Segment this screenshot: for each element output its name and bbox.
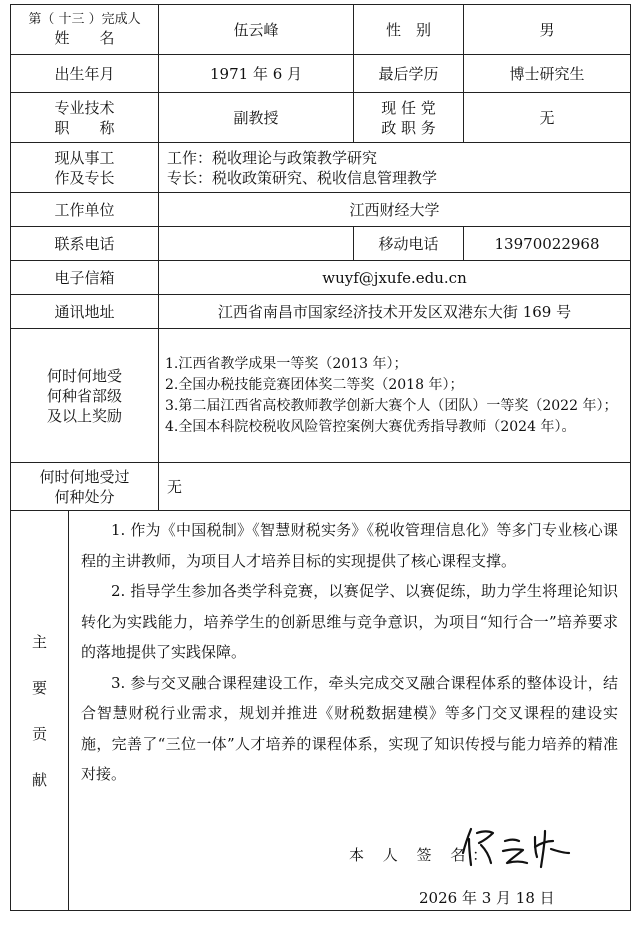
form-page bbox=[10, 4, 630, 910]
work-label-line2: 作及专长 bbox=[54, 168, 115, 187]
work-label-cell bbox=[11, 143, 159, 193]
personnel-form-table bbox=[10, 4, 631, 911]
sign-date: 2026 年 3 月 18 日 bbox=[419, 889, 555, 907]
education-label: 最后学历 bbox=[354, 55, 464, 93]
awards-label-line1: 何时何地受 bbox=[47, 366, 123, 385]
row-phone bbox=[11, 227, 631, 261]
contribution-text bbox=[69, 511, 630, 790]
party-label-line2: 政 职 务 bbox=[381, 118, 436, 137]
punishment-value: 无 bbox=[159, 463, 631, 511]
awards-label-cell bbox=[11, 329, 159, 463]
award-item: 4.全国本科院校税收风险管控案例大赛优秀指导教师（2024 年）。 bbox=[165, 418, 576, 435]
birth-label: 出生年月 bbox=[11, 55, 159, 93]
contribution-paragraph: 3. 参与交叉融合课程建设工作，牵头完成交叉融合课程体系的整体设计，结合智慧财税行业需求，规划并推进《财税数据建模》等多门交叉课程的建设实施，完善了“三位一体”人才培养的课程体系，实现了知识传授与能力培养的精准对接。 bbox=[81, 673, 619, 783]
mobile-value: 13970022968 bbox=[464, 227, 631, 261]
row-punishment bbox=[11, 463, 631, 511]
punishment-label-line1: 何时何地受过 bbox=[39, 467, 130, 486]
phone-label: 联系电话 bbox=[11, 227, 159, 261]
contribution-label-char: 要 bbox=[31, 678, 47, 697]
birth-value: 1971 年 6 月 bbox=[159, 55, 354, 93]
name-label-cell bbox=[11, 5, 159, 55]
row-employer bbox=[11, 193, 631, 227]
contribution-label-char: 贡 bbox=[31, 724, 47, 743]
award-item: 3.第二届江西省高校教师教学创新大赛个人（团队）一等奖（2022 年）； bbox=[165, 397, 618, 414]
signature-label: 本 人 签 名： bbox=[349, 846, 495, 864]
specialty-description: 专长：税收政策研究、税收信息管理教学 bbox=[167, 168, 438, 187]
contribution-body bbox=[69, 511, 631, 911]
contribution-label-char: 献 bbox=[31, 770, 47, 789]
mobile-label: 移动电话 bbox=[354, 227, 464, 261]
work-description: 工作：税收理论与政策教学研究 bbox=[167, 148, 378, 167]
row-address bbox=[11, 295, 631, 329]
award-item: 1.江西省教学成果一等奖（2013 年）； bbox=[165, 355, 408, 372]
title-value: 副教授 bbox=[159, 93, 354, 143]
contribution-paragraph: 1. 作为《中国税制》《智慧财税实务》《税收管理信息化》等多门专业核心课程的主讲教师，为项目人才培养目标的实现提供了核心课程支撑。 bbox=[81, 521, 619, 570]
gender-value: 男 bbox=[464, 5, 631, 55]
row-birth bbox=[11, 55, 631, 93]
contribution-label-char: 主 bbox=[31, 632, 47, 651]
address-label: 通讯地址 bbox=[11, 295, 159, 329]
employer-label: 工作单位 bbox=[11, 193, 159, 227]
row-awards bbox=[11, 329, 631, 463]
row-email bbox=[11, 261, 631, 295]
title-label-cell bbox=[11, 93, 159, 143]
row-name bbox=[11, 5, 631, 55]
handwritten-signature bbox=[461, 823, 571, 869]
email-value: wuyf@jxufe.edu.cn bbox=[159, 261, 631, 295]
name-value: 伍云峰 bbox=[159, 5, 354, 55]
education-value: 博士研究生 bbox=[464, 55, 631, 93]
row-contribution bbox=[11, 511, 631, 911]
contribution-label bbox=[11, 511, 69, 911]
punishment-label-line2: 何种处分 bbox=[54, 487, 115, 506]
row-work bbox=[11, 143, 631, 193]
row-title bbox=[11, 93, 631, 143]
award-item: 2.全国办税技能竞赛团体奖二等奖（2018 年）； bbox=[165, 376, 464, 393]
party-label-cell bbox=[354, 93, 464, 143]
awards-label-line2: 何种省部级 bbox=[47, 386, 123, 405]
email-label: 电子信箱 bbox=[11, 261, 159, 295]
punishment-label-cell bbox=[11, 463, 159, 511]
awards-list bbox=[159, 329, 631, 463]
phone-value bbox=[159, 227, 354, 261]
work-value-cell bbox=[159, 143, 631, 193]
party-label-line1: 现 任 党 bbox=[381, 98, 436, 117]
name-label: 姓 名 bbox=[54, 28, 115, 47]
party-value: 无 bbox=[464, 93, 631, 143]
work-label-line1: 现从事工 bbox=[54, 148, 115, 167]
completer-order-label: 第（ 十三 ）完成人 bbox=[28, 11, 141, 27]
title-label-line2: 职 称 bbox=[54, 118, 115, 137]
title-label-line1: 专业技术 bbox=[54, 98, 115, 117]
contribution-paragraph: 2. 指导学生参加各类学科竞赛，以赛促学、以赛促练，助力学生将理论知识转化为实践能力，培养学生的创新思维与竞争意识，为项目“知行合一”培养要求的落地提供了实践保障。 bbox=[81, 582, 619, 661]
awards-label-line3: 及以上奖励 bbox=[47, 406, 123, 425]
gender-label: 性 别 bbox=[354, 5, 464, 55]
address-value: 江西省南昌市国家经济技术开发区双港东大街 169 号 bbox=[159, 295, 631, 329]
employer-value: 江西财经大学 bbox=[159, 193, 631, 227]
